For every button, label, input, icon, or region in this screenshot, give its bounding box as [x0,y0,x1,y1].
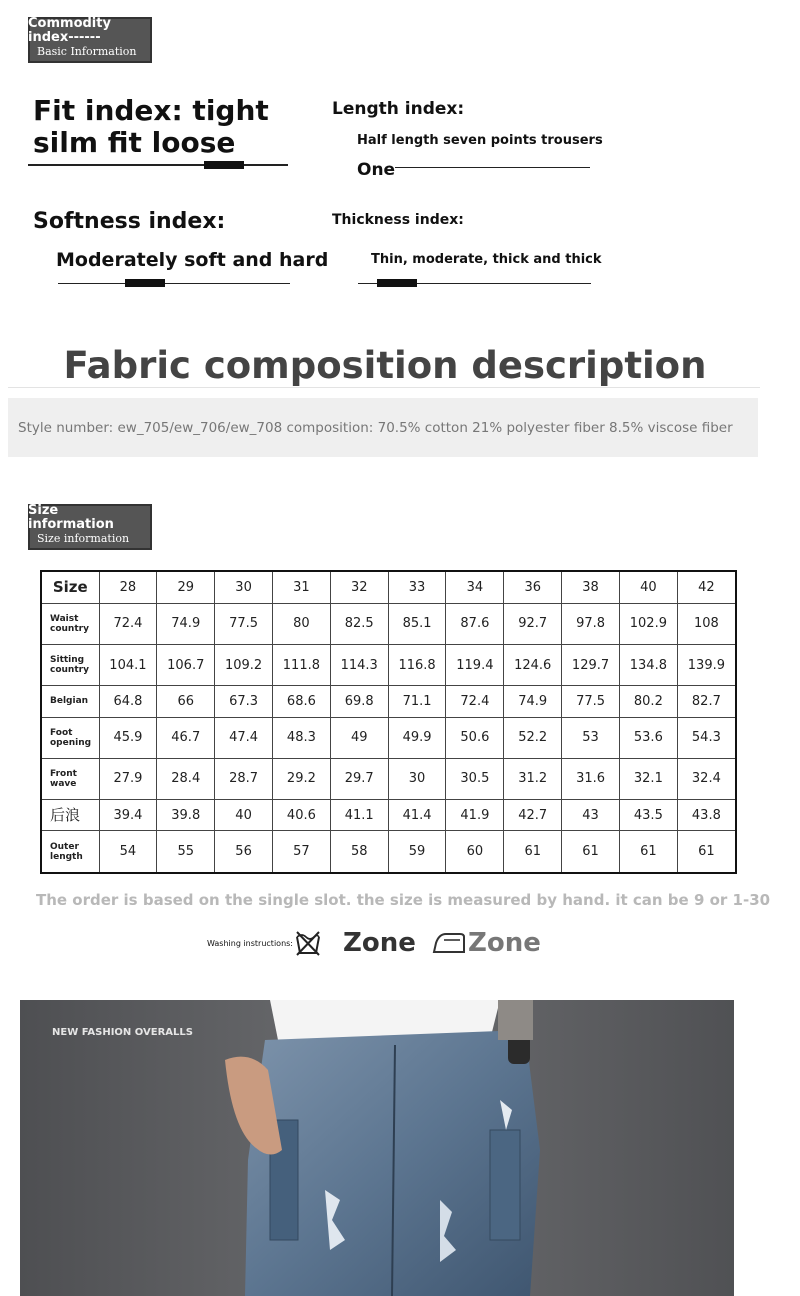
size-table-row [41,758,736,799]
size-value-cell: 27.9 [99,758,157,799]
size-value-cell: 139.9 [677,645,736,686]
size-row-label: Foot opening [41,717,99,758]
size-value-cell: 54.3 [677,717,736,758]
size-value-cell: 30 [388,758,446,799]
size-value-cell: 43 [562,799,620,830]
size-header-cell: 29 [157,571,215,603]
washing-zone-2: Zone [468,928,541,958]
size-value-cell: 108 [677,603,736,644]
size-value-cell: 31.2 [504,758,562,799]
size-row-label: Belgian [41,686,99,717]
size-value-cell: 53 [562,717,620,758]
size-value-cell: 71.1 [388,686,446,717]
commodity-tag-subtitle: Basic Information [37,45,137,58]
size-value-cell: 74.9 [157,603,215,644]
size-value-cell: 43.8 [677,799,736,830]
size-header-cell: 33 [388,571,446,603]
size-value-cell: 45.9 [99,717,157,758]
washing-zone-1: Zone [343,928,416,958]
product-photo [20,1000,734,1296]
length-index-value-2: One [357,160,396,180]
size-row-label: Front wave [41,758,99,799]
size-value-cell: 61 [562,831,620,873]
size-value-cell: 109.2 [215,645,273,686]
size-value-cell: 102.9 [619,603,677,644]
size-value-cell: 77.5 [562,686,620,717]
size-value-cell: 49 [330,717,388,758]
size-row-label: Outer length [41,831,99,873]
size-value-cell: 85.1 [388,603,446,644]
size-note: The order is based on the single slot. the size is measured by hand. it can be 9 or 1-30 [36,891,771,909]
size-header-cell: 42 [677,571,736,603]
size-value-cell: 39.8 [157,799,215,830]
size-table-row [41,686,736,717]
size-table-row [41,831,736,873]
size-value-cell: 92.7 [504,603,562,644]
iron-icon [432,931,466,955]
size-value-cell: 61 [619,831,677,873]
size-value-cell: 114.3 [330,645,388,686]
size-value-cell: 111.8 [272,645,330,686]
size-value-cell: 30.5 [446,758,504,799]
size-value-cell: 29.7 [330,758,388,799]
size-row-label: Waist country [41,603,99,644]
size-value-cell: 72.4 [99,603,157,644]
size-header-cell: 30 [215,571,273,603]
commodity-tag-title: Commodity index------ [28,16,111,45]
size-header-cell: 31 [272,571,330,603]
fit-index-marker [204,161,244,169]
size-value-cell: 42.7 [504,799,562,830]
size-value-cell: 58 [330,831,388,873]
size-value-cell: 48.3 [272,717,330,758]
size-row-label: Sitting country [41,645,99,686]
size-value-cell: 55 [157,831,215,873]
size-table-row [41,717,736,758]
size-value-cell: 41.4 [388,799,446,830]
size-value-cell: 82.5 [330,603,388,644]
size-value-cell: 56 [215,831,273,873]
thickness-index-marker [377,279,417,287]
size-table-row [41,645,736,686]
thickness-index-label: Thickness index: [332,212,464,228]
no-wash-icon [294,929,322,957]
size-value-cell: 50.6 [446,717,504,758]
size-value-cell: 32.1 [619,758,677,799]
size-header-cell: 28 [99,571,157,603]
size-value-cell: 129.7 [562,645,620,686]
size-value-cell: 61 [504,831,562,873]
size-value-cell: 59 [388,831,446,873]
size-value-cell: 66 [157,686,215,717]
size-value-cell: 31.6 [562,758,620,799]
length-index-label: Length index: [332,99,465,119]
size-value-cell: 72.4 [446,686,504,717]
size-value-cell: 41.1 [330,799,388,830]
size-value-cell: 47.4 [215,717,273,758]
size-value-cell: 39.4 [99,799,157,830]
size-value-cell: 134.8 [619,645,677,686]
size-value-cell: 43.5 [619,799,677,830]
size-value-cell: 53.6 [619,717,677,758]
size-value-cell: 49.9 [388,717,446,758]
size-value-cell: 77.5 [215,603,273,644]
size-header-cell: 40 [619,571,677,603]
size-value-cell: 61 [677,831,736,873]
size-information-tag [28,504,152,550]
size-tag-subtitle: Size information [37,532,130,545]
fabric-composition-title: Fabric composition description [63,344,707,387]
size-value-cell: 67.3 [215,686,273,717]
size-header-cell: 32 [330,571,388,603]
size-value-cell: 41.9 [446,799,504,830]
fabric-divider [8,387,760,388]
size-value-cell: 80 [272,603,330,644]
size-value-cell: 104.1 [99,645,157,686]
size-value-cell: 116.8 [388,645,446,686]
size-value-cell: 54 [99,831,157,873]
size-value-cell: 32.4 [677,758,736,799]
size-value-cell: 68.6 [272,686,330,717]
size-header-label: Size [41,571,99,603]
size-table-row [41,603,736,644]
size-header-cell: 34 [446,571,504,603]
commodity-index-tag [28,17,152,63]
size-value-cell: 87.6 [446,603,504,644]
softness-index-label: Softness index: [33,209,226,234]
size-value-cell: 106.7 [157,645,215,686]
size-value-cell: 69.8 [330,686,388,717]
size-value-cell: 80.2 [619,686,677,717]
size-table [40,570,737,874]
softness-index-value: Moderately soft and hard [56,249,329,271]
photo-caption: NEW FASHION OVERALLS [52,1027,193,1038]
length-index-value: Half length seven points trousers [357,133,603,148]
size-value-cell: 40 [215,799,273,830]
fabric-description: Style number: ew_705/ew_706/ew_708 composition: 70.5% cotton 21% polyester fiber 8.5% viscose fiber [18,420,733,436]
size-table-row [41,799,736,830]
size-value-cell: 46.7 [157,717,215,758]
size-value-cell: 28.7 [215,758,273,799]
size-table-header-row [41,571,736,603]
size-value-cell: 40.6 [272,799,330,830]
length-index-scale [395,167,590,168]
size-value-cell: 60 [446,831,504,873]
size-header-cell: 36 [504,571,562,603]
size-header-cell: 38 [562,571,620,603]
size-value-cell: 29.2 [272,758,330,799]
size-value-cell: 28.4 [157,758,215,799]
softness-index-scale [58,283,290,284]
size-value-cell: 52.2 [504,717,562,758]
fit-index-scale [28,164,288,166]
washing-instructions-label: Washing instructions: [207,939,293,948]
size-value-cell: 124.6 [504,645,562,686]
size-value-cell: 74.9 [504,686,562,717]
jeans-illustration [20,1000,734,1296]
size-tag-title: Size information [28,503,114,532]
size-value-cell: 64.8 [99,686,157,717]
softness-index-marker [125,279,165,287]
thickness-index-value: Thin, moderate, thick and thick [371,252,602,267]
size-value-cell: 119.4 [446,645,504,686]
size-row-label: 后浪 [41,799,99,830]
fit-index-label: Fit index: tight silm fit loose [33,94,269,159]
size-value-cell: 82.7 [677,686,736,717]
size-value-cell: 97.8 [562,603,620,644]
size-value-cell: 57 [272,831,330,873]
